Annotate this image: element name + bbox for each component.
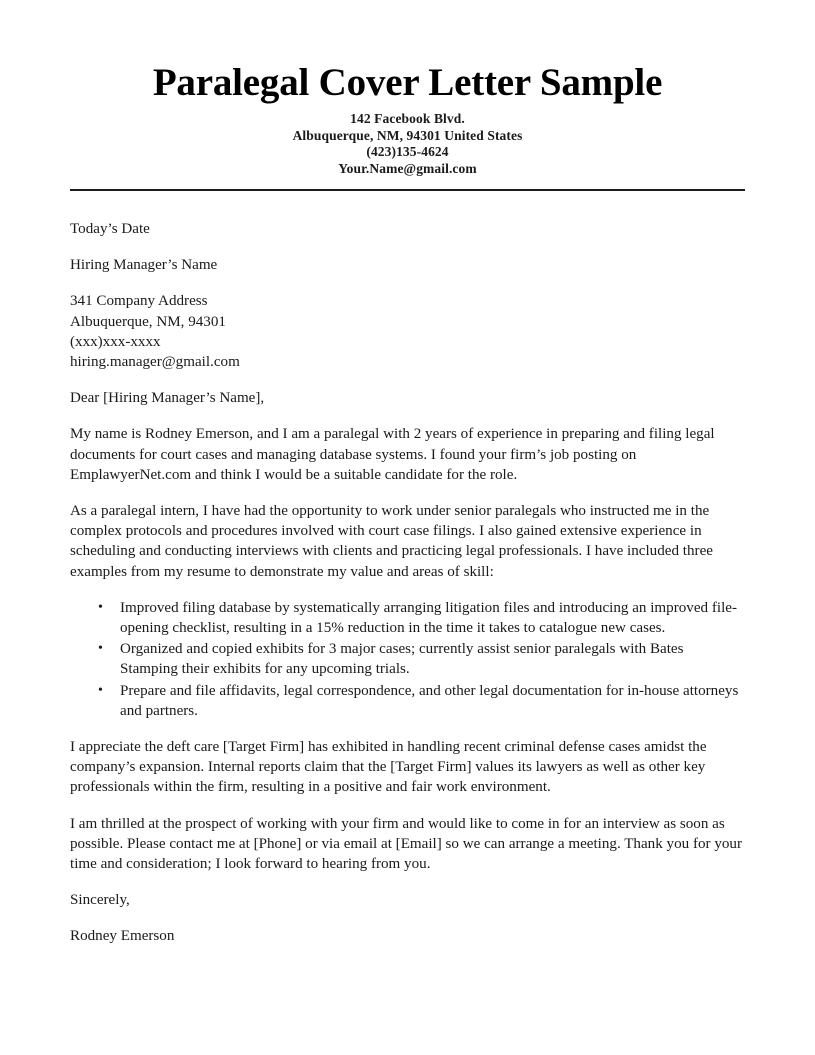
sender-street-address: 142 Facebook Blvd. <box>350 111 465 126</box>
closing-paragraph-2: I am thrilled at the prospect of working with your firm and would like to come in for an interview as soon as possible. Please contact me at [Phone] or via email at [Email] so we can arrange a meeting. Thank you for your time and consideration; I look forward to hearing from you. <box>70 815 743 873</box>
bullet-icon: • <box>98 641 103 657</box>
recipient-name: Hiring Manager’s Name <box>70 257 218 274</box>
list-item <box>70 681 744 721</box>
letter-body <box>0 191 815 947</box>
list-item <box>70 598 744 638</box>
recipient-city-state-zip: Albuquerque, NM, 94301 <box>70 313 226 330</box>
sender-city-state-zip: Albuquerque, NM, 94301 United States <box>292 127 523 143</box>
recipient-address-block <box>70 291 744 372</box>
date-block <box>70 219 744 239</box>
sender-phone: (423)135-4624 <box>366 144 449 159</box>
recipient-phone: (xxx)xxx-xxxx <box>70 333 161 350</box>
sender-email: Your.Name@gmail.com <box>338 160 477 176</box>
letterhead <box>0 0 815 177</box>
list-item <box>70 639 744 679</box>
page-title: Paralegal Cover Letter Sample <box>152 61 663 104</box>
date-line: Today’s Date <box>70 221 150 237</box>
body-paragraph-2: As a paralegal intern, I have had the opportunity to work under senior paralegals who instructed me in the complex protocols and procedures involved with court case filings. I also gained extensive experience in scheduling and conducting interviews with clients and practicing legal professionals. I have included three examples from my resume to demonstrate my value and areas of skill: <box>70 503 713 580</box>
body-paragraph-1: My name is Rodney Emerson, and I am a paralegal with 2 years of experience in preparing and filing legal documents for court cases and managing database systems. I found your firm’s job posting on EmplawyerNet.com and think I would be a suitable candidate for the role. <box>70 426 715 483</box>
recipient-street-address: 341 Company Address <box>70 293 208 310</box>
signature-name: Rodney Emerson <box>70 928 175 945</box>
recipient-email: hiring.manager@gmail.com <box>70 354 240 371</box>
list-item-text: Improved filing database by systematically arranging litigation files and introducing an improved file-opening checklist, resulting in a 15% reduction in the time it takes to catalogue new cases. <box>120 599 737 637</box>
bullet-icon: • <box>98 599 103 615</box>
list-item-text: Organized and copied exhibits for 3 major cases; currently assist senior paralegals with Bates Stamping their exhibits for any upcoming trials. <box>120 641 684 678</box>
sender-contact-block <box>70 111 745 177</box>
salutation: Dear [Hiring Manager’s Name], <box>70 390 265 407</box>
achievements-list <box>70 598 744 721</box>
bullet-icon: • <box>98 682 103 698</box>
closing-paragraph-1: I appreciate the deft care [Target Firm] has exhibited in handling recent criminal defense cases amidst the company’s expansion. Internal reports claim that the [Target Firm] values its lawyers as well as other key professionals within the firm, resulting in a positive and fair work environment. <box>70 739 707 796</box>
list-item-text: Prepare and file affidavits, legal correspondence, and other legal documentation for in-house attorneys and partners. <box>120 682 739 719</box>
signoff: Sincerely, <box>70 892 130 909</box>
recipient-name-block <box>70 255 744 275</box>
